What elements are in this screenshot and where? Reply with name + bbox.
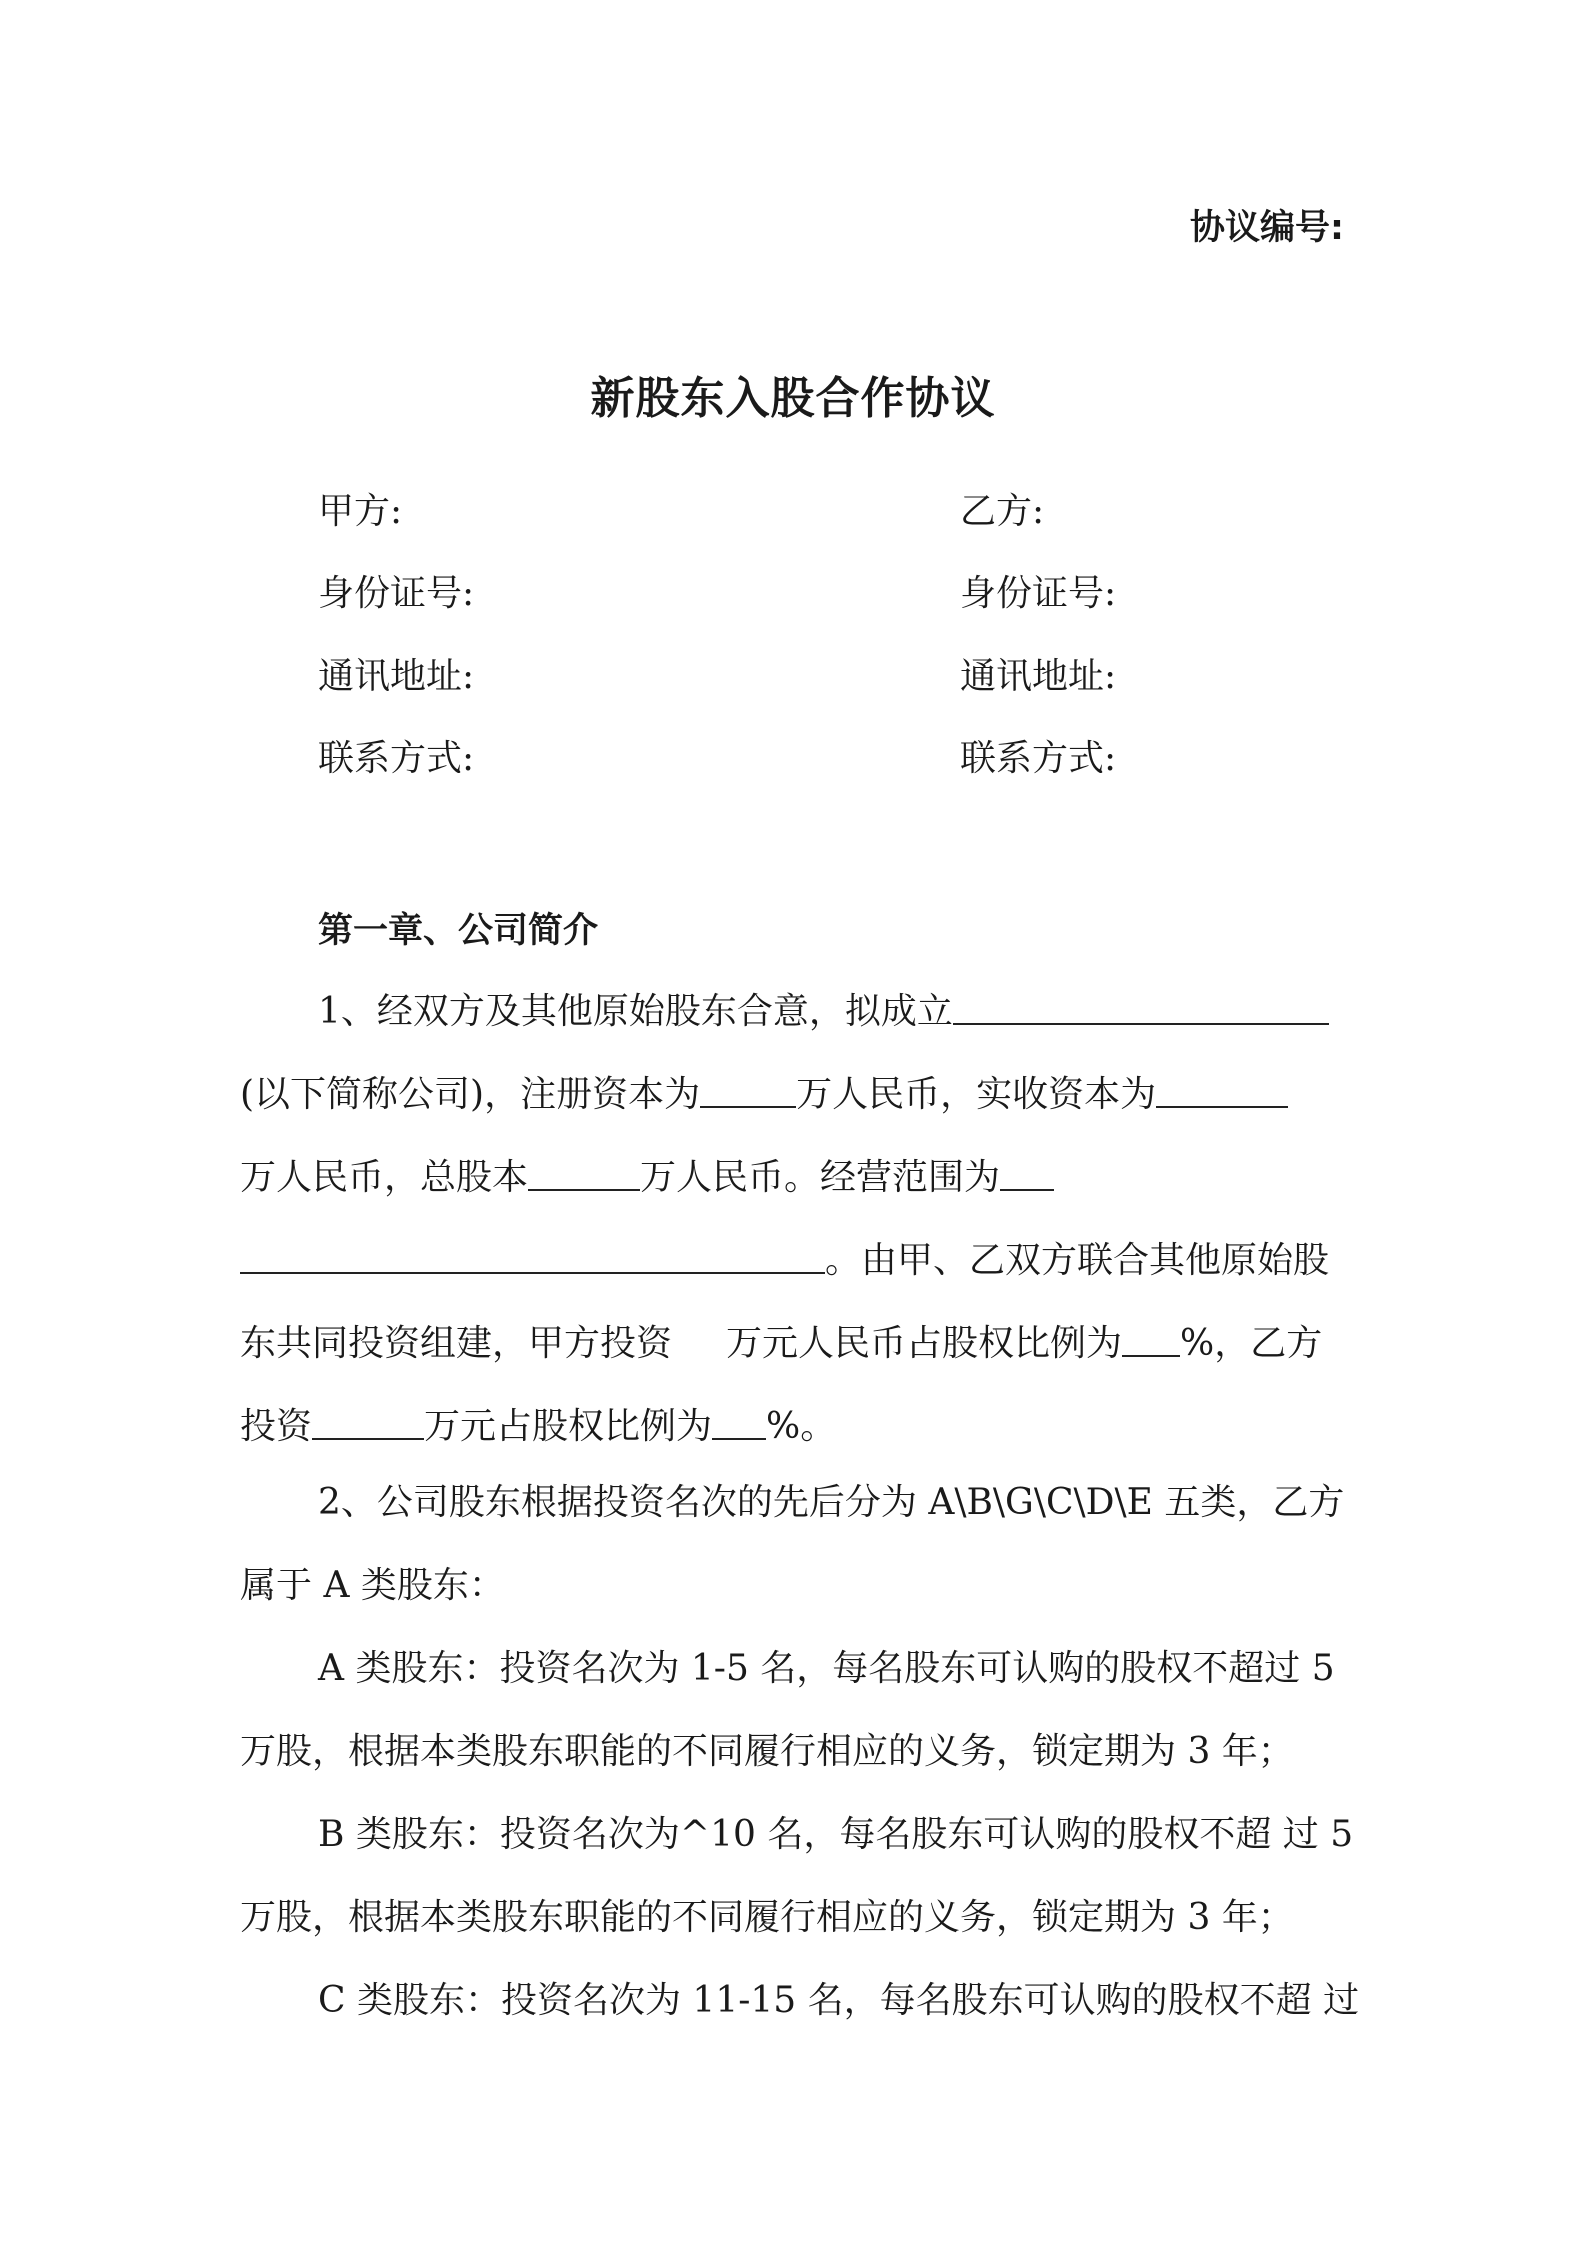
text: 万人民币，实收资本为 [796, 1074, 1157, 1115]
chapter-1-heading: 第一章、公司简介 [318, 911, 599, 951]
text: 。由甲、乙双方联合其他原始股 [825, 1240, 1330, 1281]
text: 万人民币。经营范围为 [640, 1157, 1001, 1198]
party-b-address-label: 通讯地址: [960, 656, 1117, 697]
text: 万元占股权比例为 [424, 1406, 713, 1447]
class-a-line-2: 万股，根据本类股东职能的不同履行相应的义务，锁定期为 3 年； [240, 1731, 1294, 1772]
paragraph-2-line-2: 属于 A 类股东： [240, 1565, 505, 1606]
party-b-label: 乙方: [960, 491, 1045, 532]
class-b-line-1: B 类股东：投资名次为^10 名，每名股东可认购的股权不超 过 5 [318, 1814, 1354, 1855]
company-name-blank [953, 987, 1329, 1025]
business-scope-blank [240, 1236, 825, 1274]
class-c-line-1: C 类股东：投资名次为 11-15 名，每名股东可认购的股权不超 过 [318, 1980, 1360, 2021]
text: %，乙方 [1180, 1323, 1323, 1364]
text: 东共同投资组建，甲方投资 [240, 1323, 673, 1364]
class-a-line-1: A 类股东：投资名次为 1-5 名，每名股东可认购的股权不超过 5 [318, 1648, 1335, 1689]
agreement-number-label: 协议编号: [1190, 208, 1344, 248]
paid-in-capital-blank [1156, 1070, 1288, 1108]
paragraph-1-line-6 [240, 1402, 836, 1445]
party-a-label: 甲方: [318, 491, 403, 532]
party-a-contact-label: 联系方式: [318, 738, 475, 779]
party-b-ratio-blank [712, 1402, 766, 1440]
party-a-ratio-blank [1122, 1319, 1180, 1357]
paragraph-2-line-1: 2、公司股东根据投资名次的先后分为 A\B\G\C\D\E 五类，乙方 [318, 1482, 1345, 1523]
paragraph-1-line-3 [240, 1153, 1054, 1196]
paragraph-1-line-4 [240, 1236, 1329, 1279]
registered-capital-blank [700, 1070, 796, 1108]
total-shares-blank [528, 1153, 640, 1191]
paragraph-1-line-1 [318, 987, 1329, 1030]
text: %。 [766, 1406, 837, 1447]
paragraph-1-line-5 [240, 1319, 1322, 1362]
party-a-id-label: 身份证号: [318, 573, 475, 614]
party-b-investment-blank [312, 1402, 424, 1440]
business-scope-blank-start [1000, 1153, 1054, 1191]
party-b-id-label: 身份证号: [960, 573, 1117, 614]
class-b-line-2: 万股，根据本类股东职能的不同履行相应的义务，锁定期为 3 年； [240, 1897, 1294, 1938]
paragraph-1-line-2 [240, 1070, 1288, 1113]
party-b-contact-label: 联系方式: [960, 738, 1117, 779]
text: 投资 [240, 1406, 313, 1447]
text: 1、经双方及其他原始股东合意，拟成立 [318, 991, 953, 1032]
party-a-address-label: 通讯地址: [318, 656, 475, 697]
text: 万元人民币占股权比例为 [726, 1323, 1123, 1364]
text: (以下简称公司)，注册资本为 [240, 1074, 701, 1115]
text: 万人民币，总股本 [240, 1157, 529, 1198]
document-title: 新股东入股合作协议 [590, 373, 996, 424]
